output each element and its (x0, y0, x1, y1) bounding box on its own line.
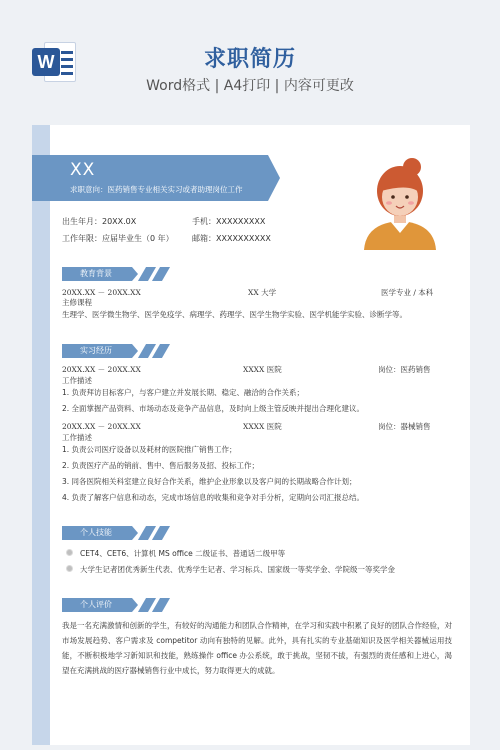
job2-org: XXXX 医院 (243, 422, 282, 431)
skill-item: 大学生记者团优秀新生代表、优秀学生记者、学习标兵、国家级一等奖学金、学院级一等奖学金 (80, 565, 395, 574)
info-email: 邮箱：XXXXXXXXXX (192, 234, 271, 243)
edu-courses: 生理学、医学微生物学、医学免疫学、病理学、药理学、医学生物学实验、医学机能学实验、诊断学等。 (62, 310, 407, 319)
info-phone: 手机：XXXXXXXXX (192, 217, 266, 226)
job-intent: 求职意向：医药销售专业相关实习或者助理岗位工作 (70, 185, 243, 194)
avatar-illustration (360, 155, 440, 250)
evaluation-text: 我是一名充满激情和创新的学生，有较好的沟通能力和团队合作精神，在学习和实践中积累了良好的团队合作经验，对市场发展趋势、客户需求及 competitor 动向有独特的见解。此外，具有扎实的专业基础知识及医学相关器械运用技能，不断积极地学习新知识和技能，熟练操作 office 办公系统，敢于挑战，坚韧不拔，有强烈的责任感和上进心，渴望在充满挑战的医疗器械销售行业中成长，努力取得更大的成就。 (62, 621, 452, 675)
job2-desc-label: 工作描述 (62, 433, 92, 442)
section-head-internship: 实习经历 (62, 344, 192, 358)
job1-item: 1. 负责拜访目标客户，与客户建立并发展长期、稳定、融洽的合作关系； (62, 388, 305, 397)
job1-item: 2. 全面掌握产品资料、市场动态及竞争产品信息，及时向上级主管反映并提出合理化建议。 (62, 404, 365, 413)
section-head-evaluation: 个人评价 (62, 598, 192, 612)
info-birth: 出生年月：20XX.0X (62, 217, 137, 226)
page-title: 求职简历 (203, 47, 296, 72)
job2-item: 3. 同各医院相关科室建立良好合作关系，维护企业形象以及客户间的长期战略合作计划； (62, 477, 357, 486)
job1-desc-label: 工作描述 (62, 376, 92, 385)
candidate-name: XX (70, 160, 96, 180)
paper-side-strip (32, 125, 50, 745)
section-head-education: 教育背景 (62, 267, 192, 281)
job2-item: 1. 负责公司医疗设备以及耗材的医院推广销售工作； (62, 445, 237, 454)
job2-item: 4. 负责了解客户信息和动态，完成市场信息的收集和竞争对手分析，定期向公司汇报总结。 (62, 493, 365, 502)
section-head-skills: 个人技能 (62, 526, 192, 540)
edu-major: 医学专业 / 本科 (381, 288, 434, 297)
word-letter: W (32, 48, 60, 76)
name-banner-arrow (268, 155, 280, 201)
bullet-icon (66, 565, 73, 572)
edu-courses-label: 主修课程 (62, 298, 92, 307)
info-experience: 工作年限：应届毕业生（0 年） (62, 234, 174, 243)
page-subtitle: Word格式 | A4打印 | 内容可更改 (146, 78, 354, 94)
job2-period: 20XX.XX － 20XX.XX (62, 422, 141, 431)
edu-period: 20XX.XX － 20XX.XX (62, 288, 141, 297)
job2-item: 2. 负责医疗产品的销前、售中、售后服务及招、投标工作； (62, 461, 260, 470)
job2-role: 岗位：器械销售 (378, 422, 431, 431)
edu-school: XX 大学 (248, 288, 277, 297)
bullet-icon (66, 549, 73, 556)
job1-period: 20XX.XX － 20XX.XX (62, 365, 141, 374)
job1-org: XXXX 医院 (243, 365, 282, 374)
job1-role: 岗位：医药销售 (378, 365, 431, 374)
skill-item: CET4、CET6、计算机 MS office 二级证书、普通话二级甲等 (80, 549, 286, 558)
